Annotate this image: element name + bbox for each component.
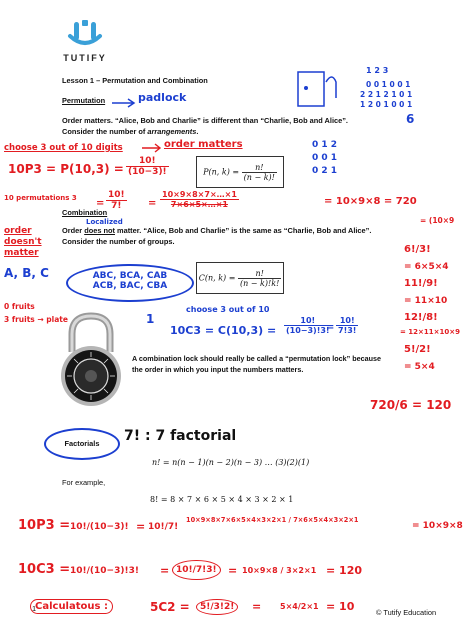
tutify-logo-icon [60,20,110,50]
c-lhs: 10C3 = C(10,3) = [170,324,277,337]
r720: 720/6 = 120 [370,398,452,412]
fruits-zero: 0 fruits [4,302,35,311]
padlock-note: padlock [138,91,187,104]
grid-row-c: 0 2 1 [312,166,338,176]
grid-row-b: 0 0 1 [312,153,338,163]
eq-sign-2: = [148,198,157,209]
perm-formula-den: (n − k)! [243,173,275,182]
r2-lhs: 11!/9! [404,278,438,289]
seven-factorial-note: 7! : 7 factorial [124,428,237,444]
c2-f2: 10!/7!3! [172,560,221,580]
c-frac-1: $\frac{10!}{(10-3)!3!}$ [286,316,330,335]
perm-line-2-em: arrangements [147,127,197,136]
p-result: = 10×9×8 = 720 [324,196,417,207]
factorial-formula: n! = n(n − 1)(n − 2)(n − 3) … (3)(2)(1) [152,458,310,467]
order-doesnt-matter-note: order doesn't matter [4,226,42,258]
abc-label: A, B, C [4,266,49,280]
order-matters-note: order matters [164,139,243,150]
p2-lhs: 10P3 = [18,518,71,533]
lesson-title: Lesson 1 – Permutation and Combination [62,76,208,85]
lock-six: 6 [406,112,415,126]
lock-text-1: A combination lock should really be called a “permutation lock” because [132,354,381,363]
c2-result: = 120 [326,564,363,577]
padlock-icon [54,312,128,408]
eq-sign-1: = [96,198,105,209]
copyright: © Tutify Education [376,608,437,617]
comb-formula-box [196,262,284,294]
r3-lhs: 12!/8! [404,312,438,323]
lock-text-2: the order in which you input the numbers matters. [132,365,304,374]
perm-line-2-pre: Consider the number of [62,127,148,136]
p2-expand: 10×9×8×7×6×5×4×3×2×1 / 7×6×5×4×3×2×1 [186,516,359,524]
perm-line-2: Consider the number of arrangements. [62,127,199,136]
comb-formula-lhs: C(n, k) = [198,273,236,283]
localized-note: Localized [86,218,123,226]
p2-result: = 10×9×8 [412,521,463,531]
comb-line-1: Order does not matter. “Alice, Bob and Charlie” is the same as “Charlie, Bob and Alice”. [62,226,372,235]
example-formula: 8! = 8 × 7 × 6 × 5 × 4 × 3 × 2 × 1 [150,495,294,504]
abc-groups: ABC, BCA, CAB ACB, BAC, CBA [66,264,194,302]
c2-eq-2: = [228,564,238,577]
logo-text: TUTIFY [63,53,107,63]
arrow-order-matters [140,143,166,153]
c2-expand: 10×9×8 / 3×2×1 [242,566,317,575]
lock-sketch-icon [296,66,356,110]
perm3-note: 10 permutations 3 [4,194,77,202]
r1-lhs: 6!/3! [404,244,431,255]
perm-line-1: Order matters. “Alice, Bob and Charlie” is different than “Charlie, Bob and Alice”. [62,116,348,125]
choose-digits-note: choose 3 out of 10 digits [4,143,123,153]
comb-line-2: Consider the number of groups. [62,237,175,246]
lock-grid-1: 0 0 1 0 0 1 [366,80,411,89]
c2-f1: 10!/(10−3)!3! [70,566,139,576]
fruits-three: 3 fruits → plate [4,315,68,324]
example-label: For example, [62,478,106,487]
perm-formula-lhs: P(n, k) = [203,167,240,177]
c5-result: = 10 [326,600,355,613]
p-frac-1: $\frac{10!}{(10-3)!}$ [128,156,167,177]
factorials-heading-box [44,428,120,460]
c5-lhs: 5C2 = [150,600,190,614]
r4-rhs: = 5×4 [404,362,435,372]
c2-eq: = [160,564,170,577]
c5-eq: = [252,600,262,613]
r1-rhs: = 6×5×4 [404,262,449,272]
one-mark: 1 [146,312,155,326]
padlock-image [54,312,128,408]
perm-formula-box [196,156,284,188]
p2-eq: = [136,520,146,533]
factorials-heading: Factorials [64,439,100,448]
arrow-to-padlock [110,97,140,107]
tutify-logo [60,20,110,62]
r2-rhs: = 11×10 [404,296,448,306]
p2-f2: 10!/7! [148,522,179,532]
c5-f2: 5×4/2×1 [280,602,319,611]
p-lhs: 10P3 = P(10,3) = [8,162,124,176]
comb-formula-num: n! [238,269,281,279]
page-number: 1 [32,604,37,613]
lock-sketch [296,66,466,136]
eq-sign-3: = [326,322,335,333]
choose3-10-note: choose 3 out of 10 [186,305,270,314]
p2-f1: 10!/(10−3)! [70,522,129,532]
lock-digits-top: 1 2 3 [366,66,389,75]
grid-row-a: 0 1 2 [312,140,338,150]
r3-rhs: = 12×11×10×9 [400,328,460,336]
lock-grid-2: 2 2 1 2 1 0 1 [360,90,413,99]
comb-formula-den: (n − k)!k! [239,279,280,288]
perm-formula-num: n! [242,163,277,173]
c2-lhs: 10C3 = [18,562,71,577]
c-frac-2: $\frac{10!}{7!3!}$ [338,316,357,335]
c5-f1: 5!/3!2! [196,599,238,615]
permutation-heading: Permutation [62,96,106,105]
lock-grid-3: 1 2 0 1 0 0 1 [360,100,413,109]
calc-label: Calculatous : [30,599,113,614]
p-expand: $\frac{10\times 9\times 8\times 7\times\dots\times 1}{7\times 6\times 5\times\dots\times 1}$ [162,190,237,209]
p-frac-2: $\frac{10!}{7!}$ [108,190,125,211]
combination-heading: Combination [62,208,108,217]
r4-lhs: 5!/2! [404,344,431,355]
r0-tail: = (10×9 [420,216,455,225]
